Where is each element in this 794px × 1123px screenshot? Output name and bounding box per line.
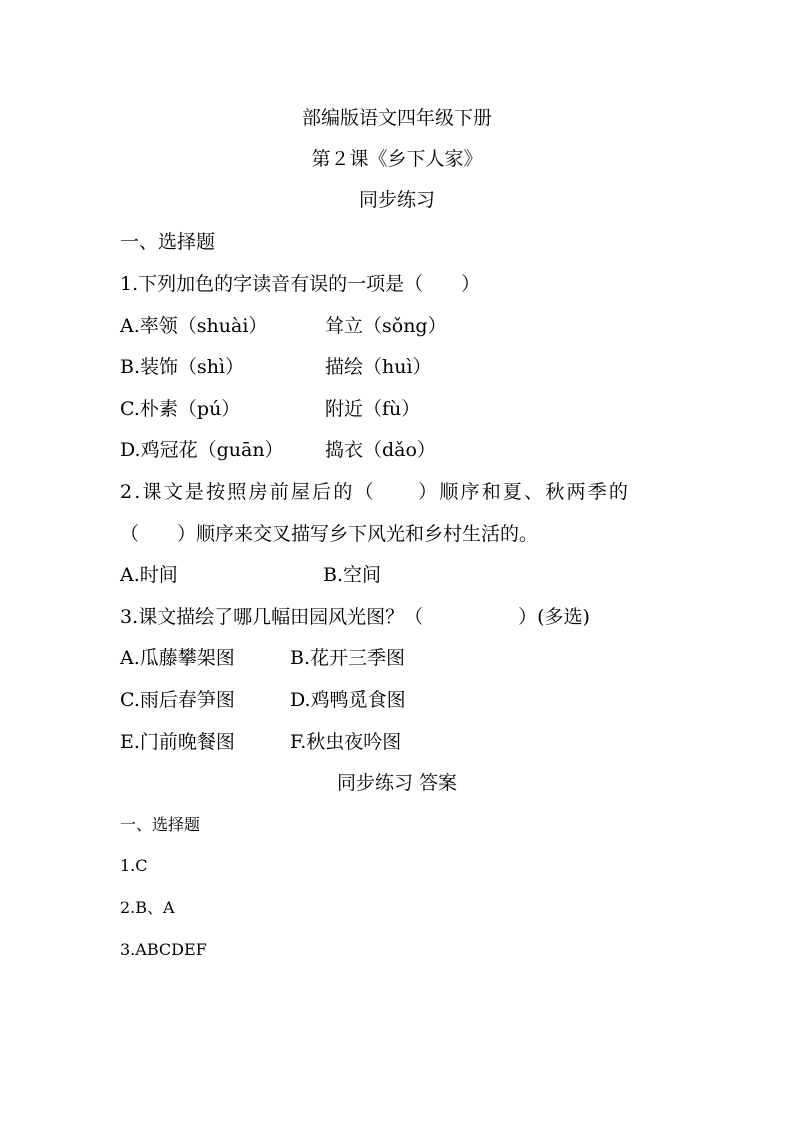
q2-option-a: A.时间 <box>120 564 178 586</box>
question-3-stem: 3.课文描绘了哪几幅田园风光图？（ ）(多选) <box>120 606 590 628</box>
q1-option-d: D.鸡冠花（guān） <box>120 439 284 461</box>
section-heading: 一、选择题 <box>120 231 216 253</box>
question-2-stem-line1: 2.课文是按照房前屋后的（ ）顺序和夏、秋两季的 <box>120 481 631 503</box>
answers-section-heading: 一、选择题 <box>120 815 201 834</box>
q1-option-b-second: 描绘（huì） <box>325 356 432 378</box>
q3-option-e: E.门前晚餐图 <box>120 731 235 753</box>
q1-option-a-second: 耸立（sǒng） <box>325 315 447 337</box>
answer-item: 1.C <box>120 856 148 875</box>
question-1-stem: 1.下列加色的字读音有误的一项是（ ） <box>120 273 481 295</box>
q3-option-c: C.雨后春笋图 <box>120 689 235 711</box>
q3-option-a: A.瓜藤攀架图 <box>120 647 235 669</box>
practice-subtitle: 同步练习 <box>358 189 435 211</box>
q1-option-c: C.朴素（pú） <box>120 398 241 420</box>
q1-option-b: B.装饰（shì） <box>120 356 245 378</box>
answer-item: 3.ABCDEF <box>120 940 207 959</box>
q2-option-b: B.空间 <box>323 564 382 586</box>
question-2-stem-line2: （ ）顺序来交叉描写乡下风光和乡村生活的。 <box>120 523 539 545</box>
page-title: 部编版语文四年级下册 <box>301 107 492 129</box>
q1-option-c-second: 附近（fù） <box>325 398 421 420</box>
answer-item: 2.B、A <box>120 898 175 917</box>
q1-option-d-second: 捣衣（dǎo） <box>325 439 436 461</box>
answers-title: 同步练习 答案 <box>336 772 458 794</box>
q3-option-b: B.花开三季图 <box>290 647 406 669</box>
lesson-title: 第２课《乡下人家》 <box>311 148 483 170</box>
q3-option-f: F.秋虫夜吟图 <box>290 731 402 753</box>
q1-option-a: A.率领（shuài） <box>120 315 268 337</box>
q3-option-d: D.鸡鸭觅食图 <box>290 689 406 711</box>
